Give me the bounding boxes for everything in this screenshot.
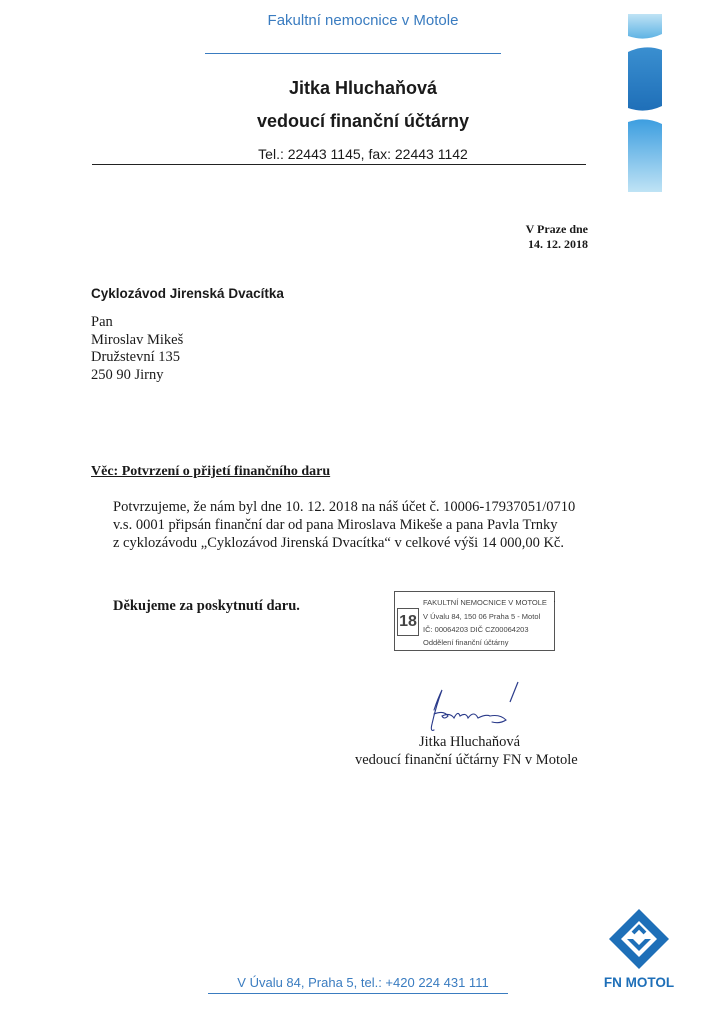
stamp-line: Oddělení finanční účtárny [423, 638, 509, 647]
sender-contact: Tel.: 22443 1145, fax: 22443 1142 [258, 146, 468, 162]
official-stamp [394, 591, 555, 651]
recipient-address-line: Pan [91, 314, 113, 330]
date-value: 14. 12. 2018 [528, 237, 588, 251]
brand-color-bar [628, 14, 662, 192]
closing-thanks: Děkujeme za poskytnutí daru. [113, 598, 300, 614]
signer-role: vedoucí finanční účtárny FN v Motole [355, 752, 578, 768]
footer-divider [208, 993, 508, 994]
stamp-mark-icon: · [553, 596, 556, 606]
stamp-line: V Úvalu 84, 150 06 Praha 5 - Motol [423, 612, 541, 621]
date-label: V Praze dne [525, 222, 588, 236]
stamp-number: 18 [397, 608, 419, 636]
body-text-line: v.s. 0001 připsán finanční dar od pana Miroslava Mikeše a pana Pavla Trnky [113, 517, 558, 533]
body-text-line: z cyklozávodu „Cyklozávod Jirenská Dvacítka“ v celkové výši 14 000,00 Kč. [113, 535, 564, 551]
recipient-address-line: Miroslav Mikeš [91, 332, 184, 348]
stamp-line: IČ: 00064203 DIČ CZ00064203 [423, 625, 529, 634]
logo-wordmark: FN MOTOL [603, 975, 675, 990]
fn-motol-logo-icon [602, 907, 676, 971]
footer-address: V Úvalu 84, Praha 5, tel.: +420 224 431 111 [237, 975, 489, 990]
sender-role: vedoucí finanční účtárny [256, 111, 470, 131]
body-text-line: Potvrzujeme, že nám byl dne 10. 12. 2018 na náš účet č. 10006-17937051/0710 [113, 499, 576, 515]
hospital-name: Fakultní nemocnice v Motole [267, 12, 459, 29]
recipient-address-line: Družstevní 135 [91, 349, 180, 365]
recipient-address-line: 250 90 Jirny [91, 367, 164, 383]
header-divider [92, 164, 586, 165]
header-accent-rule [205, 53, 501, 54]
recipient-company: Cyklozávod Jirenská Dvacítka [91, 286, 284, 301]
stamp-line: FAKULTNÍ NEMOCNICE V MOTOLE [423, 598, 547, 607]
signer-name: Jitka Hluchaňová [419, 734, 521, 750]
letter-subject: Věc: Potvrzení o přijetí finančního daru [91, 464, 331, 479]
sender-name: Jitka Hluchaňová [288, 78, 438, 98]
handwritten-signature [420, 680, 530, 740]
